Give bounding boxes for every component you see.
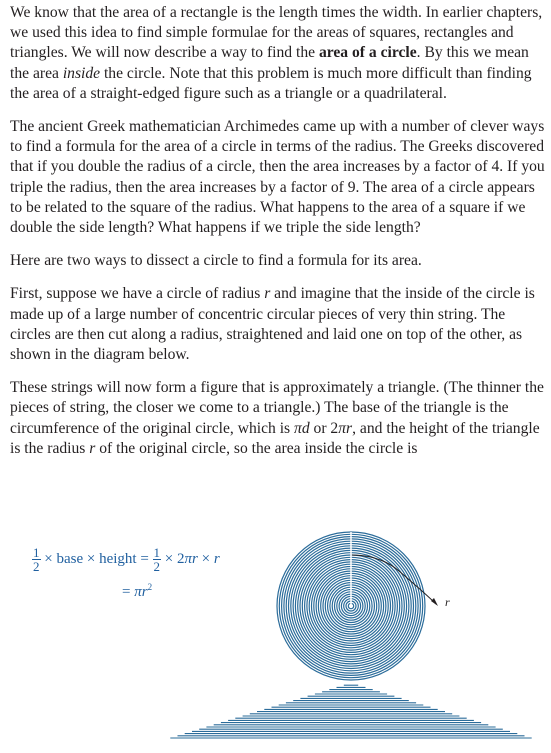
half-fraction-2: $\frac{1}{2}$ [153, 545, 161, 574]
radius-label: r [445, 595, 450, 609]
string-triangle [170, 683, 531, 738]
paragraph: The ancient Greek mathematician Archimedes came up with a number of clever ways to find a formula for the area of a circle in terms of the radius. The Greeks discovered that if you double the radius of a circle, then the area increases by a factor of 4. If you triple the radius, then the area increases by a factor of 9. The area of a circle appears to be related to the square of the radius. What happens to the area of a square if we double the side length? What happens if we triple the side length? [10, 118, 545, 237]
area-result: = $\pi r^2$ [122, 582, 153, 600]
concentric-string-circles [277, 532, 425, 680]
radius-arrowhead [431, 598, 438, 606]
paragraph: Here are two ways to dissect a circle to find a formula for its area. [10, 252, 422, 270]
paragraph: First, suppose we have a circle of radius r and imagine that the inside of the circle is made up of a large number of concentric circular pieces of very thin string. The circles are then cut along a radius, straightened and laid one on top of the other, as shown in the diagram below. [10, 285, 535, 364]
paragraph: These strings will now form a figure that is approximately a triangle. (The thinner the pieces of string, the closer we come to a triangle.) The base of the triangle is the circumference of the original circle, which is πd or 2πr, and the height of the triangle is the radius r of the original circle, so the area inside the circle is [10, 379, 544, 457]
area-formula: $\frac{1}{2}$ × base × height = $\frac{1}{2}$ × 2πr × r [33, 545, 220, 574]
half-fraction: $\frac{1}{2}$ [33, 545, 40, 574]
paragraph: We know that the area of a rectangle is the length times the width. In earlier chapters, we used this idea to find simple formulae for the areas of squares, rectangles and triangles. We will now describe a way to find the area of a circle. By this we mean the area inside the circle. Note that this problem is much more difficult than finding the area of a straight-edged figure such as a triangle or a quadrilateral. [10, 4, 543, 102]
formula-text-1: × base × height = [40, 550, 153, 567]
